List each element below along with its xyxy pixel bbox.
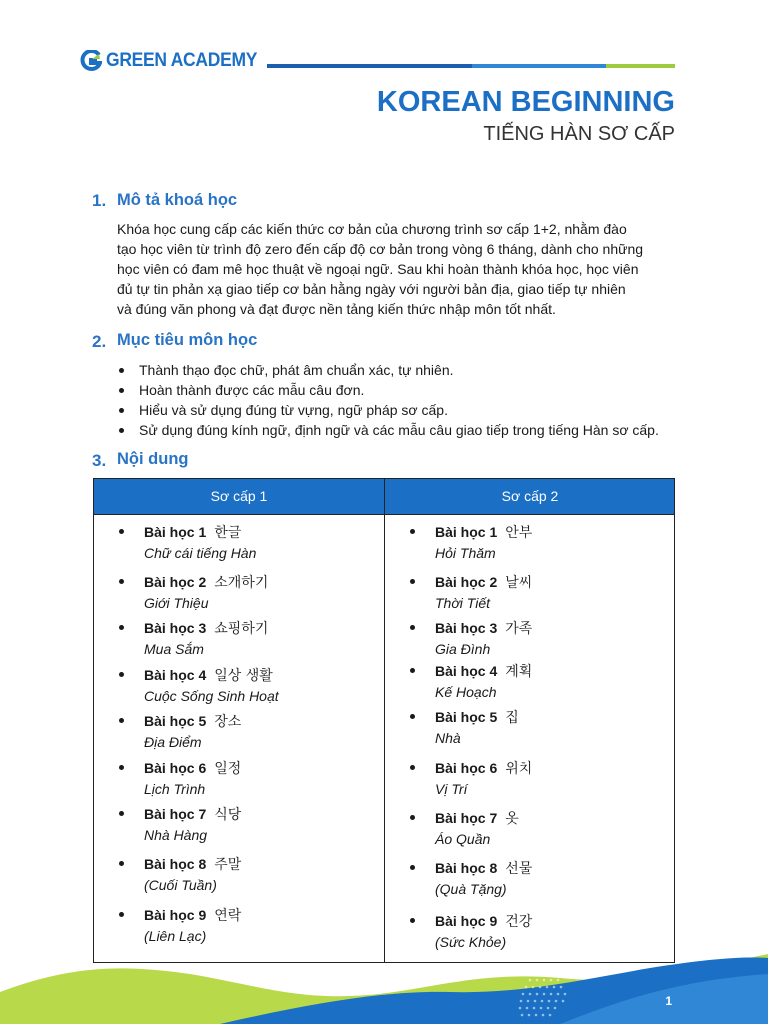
- goal-item: Hiểu và sử dụng đúng từ vựng, ngữ pháp sơ cấp.: [117, 400, 659, 420]
- bullet-icon: [119, 408, 124, 413]
- lesson-korean: 주말: [214, 857, 242, 873]
- bullet-icon: [119, 912, 124, 917]
- lesson-vietnamese: Kế Hoạch: [435, 684, 497, 700]
- lesson-label: Bài học 5: [435, 709, 498, 725]
- section-1-number: 1.: [92, 191, 107, 210]
- description-line: đủ tự tin phản xạ giao tiếp cơ bản hằng ngày với người bản địa, giao tiếp tự nhiên: [117, 281, 626, 297]
- brand-name: GREEN ACADEMY: [106, 50, 258, 71]
- lesson-vietnamese: Thời Tiết: [435, 595, 491, 611]
- lesson-label: Bài học 9: [144, 907, 207, 923]
- bullet-icon: [410, 865, 415, 870]
- lesson-korean: 식당: [214, 807, 242, 823]
- lesson-vietnamese: (Cuối Tuần): [144, 877, 217, 893]
- lesson-korean: 쇼핑하기: [214, 621, 269, 637]
- lesson-label: Bài học 3: [144, 620, 207, 636]
- lesson-korean: 일상 생활: [214, 668, 273, 684]
- section-3-number: 3.: [92, 451, 107, 470]
- description-line: Khóa học cung cấp các kiến thức cơ bản của chương trình sơ cấp 1+2, nhằm đào: [117, 221, 627, 237]
- lesson-label: Bài học 9: [435, 913, 498, 929]
- column-header-so-cap-1: Sơ cấp 1: [210, 488, 268, 504]
- goal-item: Sử dụng đúng kính ngữ, định ngữ và các mẫu câu giao tiếp trong tiếng Hàn sơ cấp.: [117, 420, 659, 440]
- bullet-icon: [119, 579, 124, 584]
- lesson-vietnamese: Địa Điểm: [144, 734, 202, 750]
- bullet-icon: [119, 388, 124, 393]
- curriculum-table: [93, 478, 675, 963]
- bullet-icon: [119, 529, 124, 534]
- bullet-icon: [410, 918, 415, 923]
- lesson-title: [435, 618, 532, 639]
- lesson-label: Bài học 4: [435, 663, 498, 679]
- lesson-title: [144, 572, 268, 593]
- goals-list: [117, 360, 659, 440]
- lesson-vietnamese: Hỏi Thăm: [435, 545, 496, 561]
- lesson-title: [144, 665, 273, 686]
- lesson-korean: 가족: [505, 621, 533, 637]
- lesson-vietnamese: (Liên Lạc): [144, 928, 207, 944]
- bullet-icon: [410, 714, 415, 719]
- lesson-vietnamese: (Quà Tặng): [435, 881, 507, 897]
- lesson-vietnamese: Nhà: [435, 730, 461, 746]
- lesson-vietnamese: Giới Thiệu: [144, 595, 209, 611]
- lesson-title: [435, 522, 532, 543]
- lesson-label: Bài học 8: [144, 856, 207, 872]
- bullet-icon: [410, 815, 415, 820]
- page-title: KOREAN BEGINNING: [376, 86, 675, 118]
- lesson-vietnamese: Nhà Hàng: [144, 827, 208, 843]
- lesson-vietnamese: Lịch Trình: [144, 781, 206, 797]
- lesson-title: [435, 707, 519, 728]
- bullet-icon: [119, 428, 124, 433]
- bullet-icon: [119, 718, 124, 723]
- lesson-title: [435, 661, 532, 682]
- header-rule: [267, 64, 675, 68]
- lesson-title: [144, 905, 241, 926]
- bullet-icon: [119, 672, 124, 677]
- lesson-vietnamese: Áo Quần: [435, 831, 491, 847]
- description-line: và đúng văn phong và đạt được nền tảng kiến thức nhập môn tốt nhất.: [117, 301, 556, 317]
- lesson-korean: 집: [505, 710, 519, 726]
- bullet-icon: [410, 625, 415, 630]
- lesson-title: [435, 858, 532, 879]
- lesson-title: [144, 618, 268, 639]
- bullet-icon: [410, 765, 415, 770]
- bullet-icon: [410, 529, 415, 534]
- lesson-korean: 날씨: [505, 575, 533, 591]
- course-description: [117, 219, 677, 319]
- lesson-title: [144, 854, 241, 875]
- footer-wave-decoration: [0, 940, 768, 1024]
- lesson-label: Bài học 4: [144, 667, 207, 683]
- lesson-korean: 소개하기: [214, 575, 269, 591]
- brand-logo: [80, 50, 270, 72]
- bullet-icon: [119, 861, 124, 866]
- lesson-label: Bài học 6: [435, 760, 498, 776]
- lesson-label: Bài học 2: [435, 574, 498, 590]
- bullet-icon: [119, 765, 124, 770]
- bullet-icon: [119, 625, 124, 630]
- lesson-vietnamese: Vị Trí: [435, 781, 468, 797]
- g-leaf-logo-icon: [80, 50, 102, 72]
- column-header-so-cap-2: Sơ cấp 2: [501, 488, 559, 504]
- description-line: tạo học viên từ trình độ zero đến cấp độ cơ bản trong vòng 6 tháng, dành cho những: [117, 241, 644, 257]
- lesson-label: Bài học 8: [435, 860, 498, 876]
- lesson-vietnamese: Gia Đình: [435, 641, 491, 657]
- lesson-title: [435, 808, 519, 829]
- lesson-label: Bài học 7: [144, 806, 207, 822]
- lesson-korean: 위치: [505, 761, 533, 777]
- section-2-number: 2.: [92, 332, 107, 351]
- lesson-label: Bài học 6: [144, 760, 207, 776]
- section-1-title: Mô tả khoá học: [117, 191, 238, 209]
- section-3-title: Nội dung: [117, 450, 189, 468]
- bullet-icon: [119, 368, 124, 373]
- lesson-korean: 장소: [214, 714, 242, 730]
- page-number: 1: [665, 994, 672, 1008]
- lesson-title: [144, 804, 241, 825]
- lesson-korean: 한글: [214, 525, 242, 541]
- lesson-korean: 계획: [505, 664, 533, 680]
- lesson-label: Bài học 2: [144, 574, 207, 590]
- lesson-title: [435, 911, 532, 932]
- bullet-icon: [410, 668, 415, 673]
- goal-item: Thành thạo đọc chữ, phát âm chuẩn xác, tự nhiên.: [117, 360, 659, 380]
- lesson-title: [144, 522, 241, 543]
- lesson-vietnamese: Chữ cái tiếng Hàn: [144, 545, 257, 561]
- lesson-label: Bài học 1: [144, 524, 207, 540]
- section-2-title: Mục tiêu môn học: [117, 331, 258, 349]
- lesson-vietnamese: (Sức Khỏe): [435, 934, 507, 950]
- lesson-korean: 연락: [214, 908, 242, 924]
- lesson-korean: 건강: [505, 914, 533, 930]
- lesson-title: [435, 758, 532, 779]
- lesson-korean: 안부: [505, 525, 533, 541]
- bullet-icon: [119, 811, 124, 816]
- lesson-vietnamese: Cuộc Sống Sinh Hoạt: [144, 688, 279, 704]
- lesson-korean: 일정: [214, 761, 242, 777]
- lesson-title: [144, 711, 241, 732]
- lesson-title: [435, 572, 532, 593]
- lesson-korean: 선물: [505, 861, 533, 877]
- lesson-korean: 옷: [505, 811, 519, 827]
- lesson-title: [144, 758, 241, 779]
- page-subtitle: TIẾNG HÀN SƠ CẤP: [483, 123, 675, 145]
- lesson-label: Bài học 5: [144, 713, 207, 729]
- lesson-label: Bài học 7: [435, 810, 498, 826]
- column-divider: [384, 479, 385, 962]
- lesson-label: Bài học 3: [435, 620, 498, 636]
- goal-item: Hoàn thành được các mẫu câu đơn.: [117, 380, 659, 400]
- lesson-vietnamese: Mua Sắm: [144, 641, 204, 657]
- bullet-icon: [410, 579, 415, 584]
- description-line: học viên có đam mê học thuật về ngoại ngữ. Sau khi hoàn thành khóa học, học viên: [117, 261, 639, 277]
- lesson-label: Bài học 1: [435, 524, 498, 540]
